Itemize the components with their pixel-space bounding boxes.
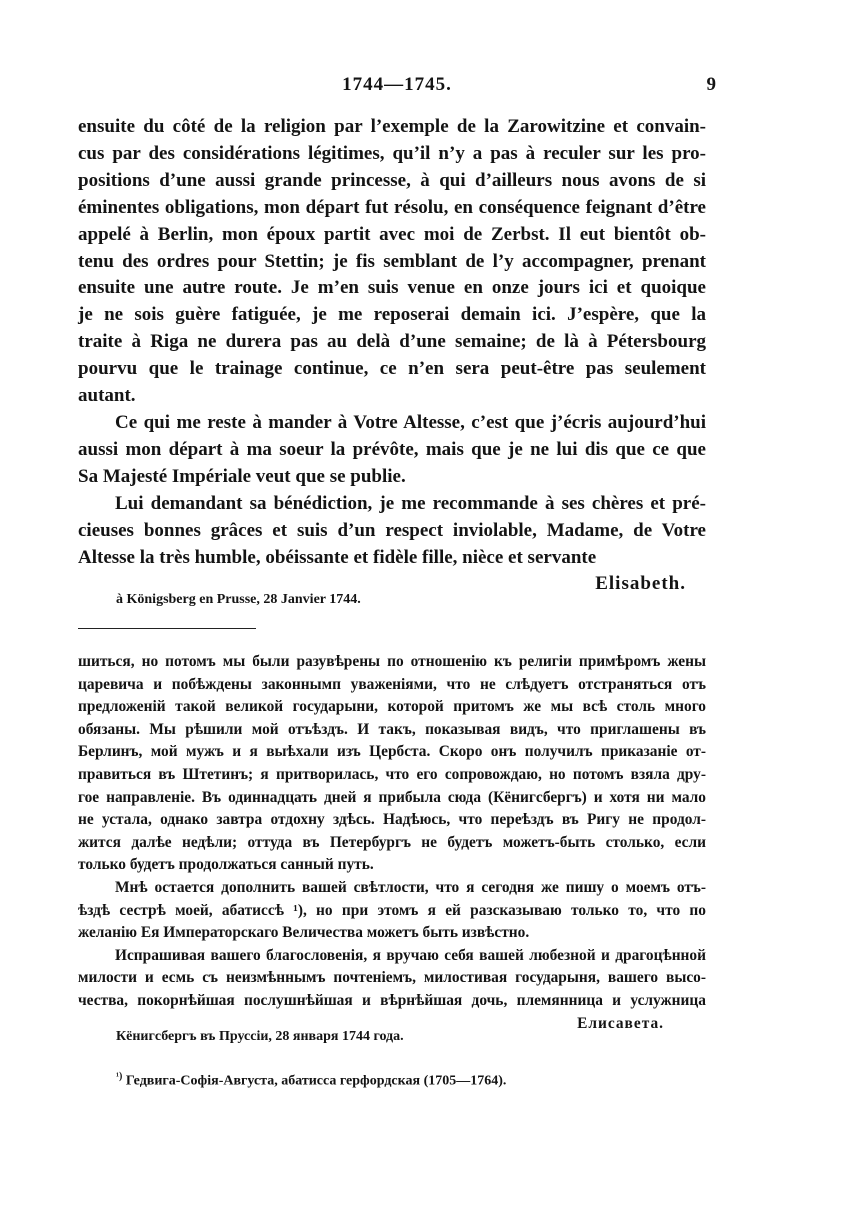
text-line: предложеній такой великой государыни, которой притомъ же мы всѣ столь много — [78, 698, 706, 716]
french-paragraph-2 — [78, 410, 706, 491]
russian-paragraph-1 — [78, 651, 706, 877]
header-title: 1744—1745. — [342, 74, 452, 95]
footnote-marker: ¹) — [116, 1071, 123, 1082]
text-line: желанію Ея Императорскаго Величества можетъ быть извѣстно. — [78, 924, 530, 942]
text-line: милости и есмь съ неизмѣннымъ почтеніемъ, милостивая государыня, вашего высо- — [78, 969, 706, 987]
french-signature: Elisabeth. — [595, 573, 686, 595]
text-line: Ce qui me reste à mander à Votre Altesse, c’est que j’écris aujourd’hui — [115, 411, 706, 433]
text-line: жится далѣе недѣли; оттуда въ Петербургъ не будетъ можетъ-быть столько, если — [78, 833, 706, 851]
text-line: pourvu que le trainage continue, ce n’en sera peut-être pas seulement — [78, 358, 706, 380]
text-line: правиться въ Штетинъ; я притворилась, что его сопровождаю, но потомъ взяла дру- — [78, 765, 706, 783]
text-line: Altesse la très humble, obéissante et fidèle fille, nièce et servante — [78, 546, 597, 568]
footnote-text: Гедвига-Софія-Августа, абатисса герфордская (1705—1764). — [122, 1073, 507, 1089]
text-line: обязаны. Мы рѣшили мой отъѣздъ. И такъ, показывая видъ, что приглашены въ — [78, 720, 706, 738]
text-line: ensuite une autre route. Je m’en suis venue en onze jours ici et quoique — [78, 277, 706, 299]
russian-signature: Елисавета. — [577, 1014, 664, 1032]
footnote — [116, 1071, 506, 1090]
text-line: aussi mon départ à ma soeur la prévôte, mais que je ne lui dis que ce que — [78, 438, 706, 460]
text-line: гое направленіе. Въ одиннадцать дней я прибыла сюда (Кёнигсбергъ) и хотя ни мало — [78, 788, 706, 806]
text-line: cieuses bonnes grâces et suis d’un respect inviolable, Madame, de Votre — [78, 519, 706, 541]
text-line: Sa Majesté Impériale veut que se publie. — [78, 465, 406, 487]
text-line: шиться, но потомъ мы были разувѣрены по отношенію къ религіи примѣромъ жены — [78, 653, 706, 670]
french-paragraph-3 — [78, 491, 706, 572]
text-line: Испрашивая вашего благословенія, я вручаю себя вашей любезной и драгоцѣнной — [115, 946, 706, 964]
text-line: appelé à Berlin, mon époux partit avec moi de Zerbst. Il eut bientôt ob- — [78, 223, 706, 245]
text-line: ensuite du côté de la religion par l’exemple de la Zarowitzine et convain- — [78, 116, 706, 137]
footnote-divider — [78, 628, 256, 629]
text-line: только будетъ продолжаться санный путь. — [78, 856, 374, 874]
text-line: чества, покорнѣйшая послушнѣйшая и вѣрнѣйшая дочь, племянница и услужница — [78, 991, 706, 1009]
text-line: Берлинъ, мой мужъ и я выѣхали изъ Цербста. Скоро онъ получилъ приказаніе от- — [78, 743, 706, 761]
text-line: ѣздѣ сестрѣ моей, абатиссѣ ¹), но при этомъ я ей разсказываю только то, что по — [78, 901, 706, 919]
text-line: éminentes obligations, mon départ fut résolu, en conséquence feignant d’être — [78, 196, 706, 218]
french-paragraph-1 — [78, 114, 706, 410]
text-line: Lui demandant sa bénédiction, je me recommande à ses chères et pré- — [115, 492, 706, 514]
text-line: je ne sois guère fatiguée, je me reposerai demain ici. J’espère, que la — [78, 304, 706, 326]
text-line: Мнѣ остается дополнить вашей свѣтлости, что я сегодня же пишу о моемъ отъ- — [115, 878, 706, 896]
russian-paragraph-3 — [78, 945, 706, 1013]
text-line: не устала, однако завтра отдохну здѣсь. Надѣюсь, что переѣздъ въ Ригу не продол- — [78, 811, 706, 829]
text-line: traite à Riga ne durera pas au delà d’une semaine; de là à Pétersbourg — [78, 331, 706, 353]
russian-paragraph-2 — [78, 877, 706, 945]
russian-place-date: Кёнигсбергъ въ Пруссіи, 28 января 1744 года. — [116, 1029, 404, 1044]
russian-translation-text — [78, 651, 706, 1035]
page-number: 9 — [706, 74, 716, 95]
text-line: tenu des ordres pour Stettin; je fis semblant de l’y accompagner, prenant — [78, 250, 706, 272]
french-place-date: à Königsberg en Prusse, 28 Janvier 1744. — [116, 592, 361, 607]
text-line: cus par des considérations légitimes, qu’il n’y a pas à reculer sur les pro- — [78, 142, 706, 164]
running-header — [78, 74, 716, 100]
french-letter-text — [78, 114, 706, 598]
text-line: positions d’une aussi grande princesse, à qui d’ailleurs nous avons de si — [78, 169, 706, 191]
text-line: autant. — [78, 385, 136, 407]
text-line: царевича и побѣждены законнымп уваженіями, что не слѣдуетъ отстраняться отъ — [78, 675, 706, 693]
